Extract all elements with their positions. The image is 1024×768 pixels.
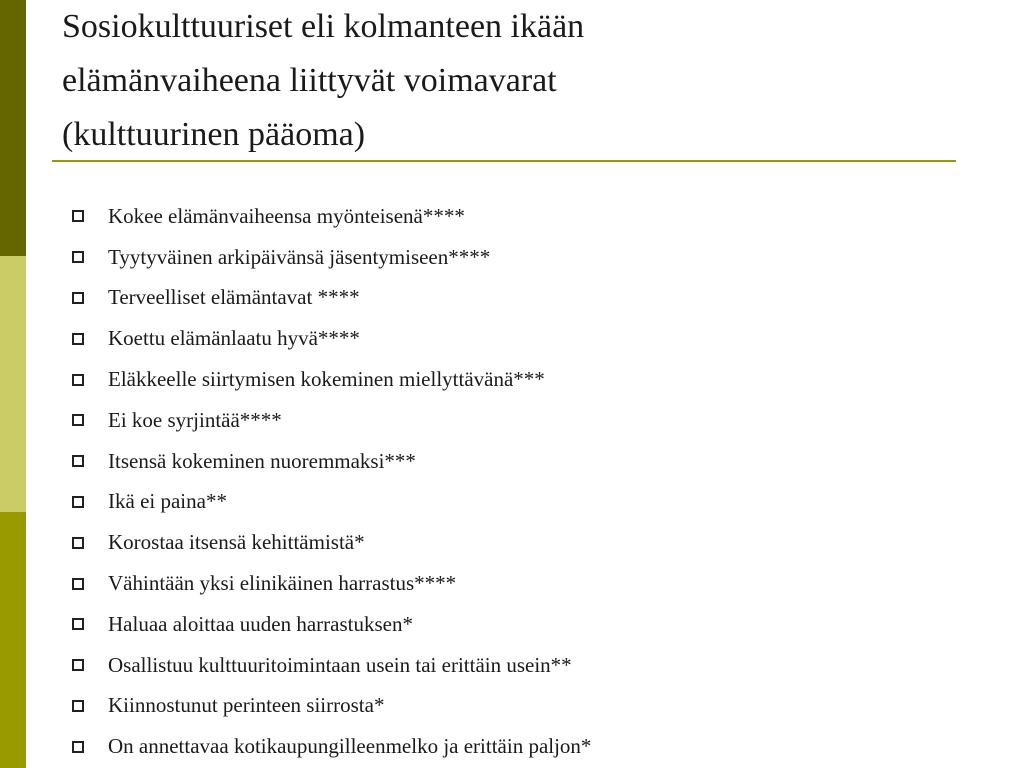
square-bullet-icon	[72, 292, 84, 304]
bullet-item	[72, 563, 591, 604]
title-divider	[52, 160, 956, 162]
bullet-text: Vähintään yksi elinikäinen harrastus****	[108, 571, 457, 596]
side-bar-middle	[0, 256, 26, 512]
bullet-item	[72, 237, 591, 278]
bullet-text: Tyytyväinen arkipäivänsä jäsentymiseen****	[108, 244, 491, 269]
bullet-text: Eläkkeelle siirtymisen kokeminen miellyttävänä***	[108, 367, 545, 392]
bullet-text: Korostaa itsensä kehittämistä*	[108, 530, 365, 555]
bullet-item	[72, 482, 591, 523]
side-bar-bottom	[0, 512, 26, 768]
bullet-text: Haluaa aloittaa uuden harrastuksen*	[108, 611, 413, 636]
bullet-text: Terveelliset elämäntavat ****	[108, 285, 360, 310]
title-line-2: elämänvaiheena liittyvät voimavarat	[62, 62, 557, 99]
bullet-item	[72, 318, 591, 359]
title-line-3: (kulttuurinen pääoma)	[62, 116, 366, 153]
bullet-text: On annettavaa kotikaupungilleenmelko ja erittäin paljon*	[108, 734, 592, 759]
square-bullet-icon	[72, 210, 84, 222]
bullet-text: Koettu elämänlaatu hyvä****	[108, 326, 360, 351]
bullet-text: Kokee elämänvaiheensa myönteisenä****	[108, 203, 465, 228]
bullet-item	[72, 645, 591, 686]
square-bullet-icon	[72, 496, 84, 508]
bullet-list	[72, 196, 591, 767]
bullet-text: Itsensä kokeminen nuoremmaksi***	[108, 448, 416, 473]
bullet-item	[72, 400, 591, 441]
bullet-item	[72, 726, 591, 767]
square-bullet-icon	[72, 455, 84, 467]
square-bullet-icon	[72, 251, 84, 263]
bullet-item	[72, 278, 591, 319]
bullet-item	[72, 441, 591, 482]
square-bullet-icon	[72, 700, 84, 712]
bullet-text: Ei koe syrjintää****	[108, 407, 282, 432]
bullet-text: Kiinnostunut perinteen siirrosta*	[108, 693, 385, 718]
bullet-item	[72, 196, 591, 237]
square-bullet-icon	[72, 578, 84, 590]
slide-title	[62, 0, 962, 162]
square-bullet-icon	[72, 741, 84, 753]
bullet-item	[72, 686, 591, 727]
bullet-item	[72, 604, 591, 645]
title-line-1: Sosiokulttuuriset eli kolmanteen ikään	[62, 8, 585, 45]
side-bar-top	[0, 0, 26, 256]
bullet-item	[72, 522, 591, 563]
square-bullet-icon	[72, 537, 84, 549]
bullet-item	[72, 359, 591, 400]
square-bullet-icon	[72, 374, 84, 386]
bullet-text: Osallistuu kulttuuritoimintaan usein tai erittäin usein**	[108, 652, 572, 677]
square-bullet-icon	[72, 618, 84, 630]
square-bullet-icon	[72, 414, 84, 426]
square-bullet-icon	[72, 333, 84, 345]
bullet-text: Ikä ei paina**	[108, 489, 227, 514]
square-bullet-icon	[72, 659, 84, 671]
